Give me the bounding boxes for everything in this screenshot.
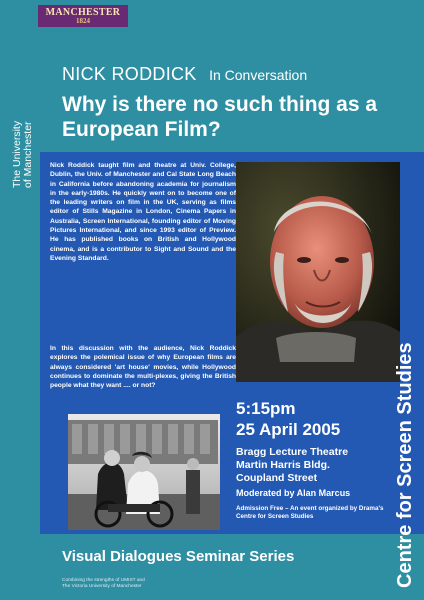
- university-logo: [38, 5, 128, 27]
- discussion-summary: In this discussion with the audience, Nick Roddick explores the polemical issue of why European films are always considered 'art house' movies, while Hollywood continues to dominate the multi-plexes, giving the British people what they want .... or not?: [50, 345, 236, 390]
- university-name-line-2: of Manchester: [22, 121, 34, 188]
- event-type: In Conversation: [209, 67, 308, 83]
- speaker-portrait: [236, 162, 400, 382]
- logo-wordmark: MANCHESTER: [45, 7, 121, 18]
- footnote-line: The Victoria University of Manchester: [62, 584, 142, 589]
- footnote-line: Combining the strengths of UMIST and: [62, 578, 145, 583]
- centre-name-vertical: [390, 168, 420, 588]
- venue-line: Coupland Street: [236, 472, 318, 484]
- logo-year: 1824: [76, 17, 90, 25]
- speaker-name: NICK RODDICK: [62, 64, 197, 84]
- university-name-vertical: [12, 108, 38, 188]
- film-still-photo: [68, 414, 220, 530]
- venue-line: Martin Harris Bldg.: [236, 459, 330, 471]
- speaker-line: [62, 64, 307, 85]
- venue-line: Bragg Lecture Theatre: [236, 446, 349, 458]
- event-time: 5:15pm: [236, 399, 296, 418]
- footnote: [62, 578, 202, 590]
- university-name-line-1: The University: [11, 120, 23, 188]
- event-date: 25 April 2005: [236, 420, 341, 439]
- seminar-series-title: Visual Dialogues Seminar Series: [62, 548, 295, 565]
- admission-note: Admission Free – An event organized by Drama's Centre for Screen Studies: [236, 505, 384, 520]
- speaker-bio: Nick Roddick taught film and theatre at Univ. College, Dublin, the Univ. of Manchester and Cal State Long Beach in California before abandoning academia for journalism in the early-1980s. He quickly went on to become one of the leading writers on film in the UK, serving as films editor of Stills Magazine in London, Cinema Papers in Australia, Screen International, founding editor of Moving Pictures International, and since 1993 editor of Preview. He has published books on British and Hollywood cinema, and is a contributor to Sight and Sound and the Evening Standard.: [50, 162, 236, 262]
- talk-title: Why is there no such thing as a European Film?: [62, 93, 378, 141]
- centre-name: Centre for Screen Studies: [394, 342, 416, 588]
- event-details: [236, 398, 396, 521]
- event-moderator: Moderated by Alan Marcus: [236, 488, 351, 498]
